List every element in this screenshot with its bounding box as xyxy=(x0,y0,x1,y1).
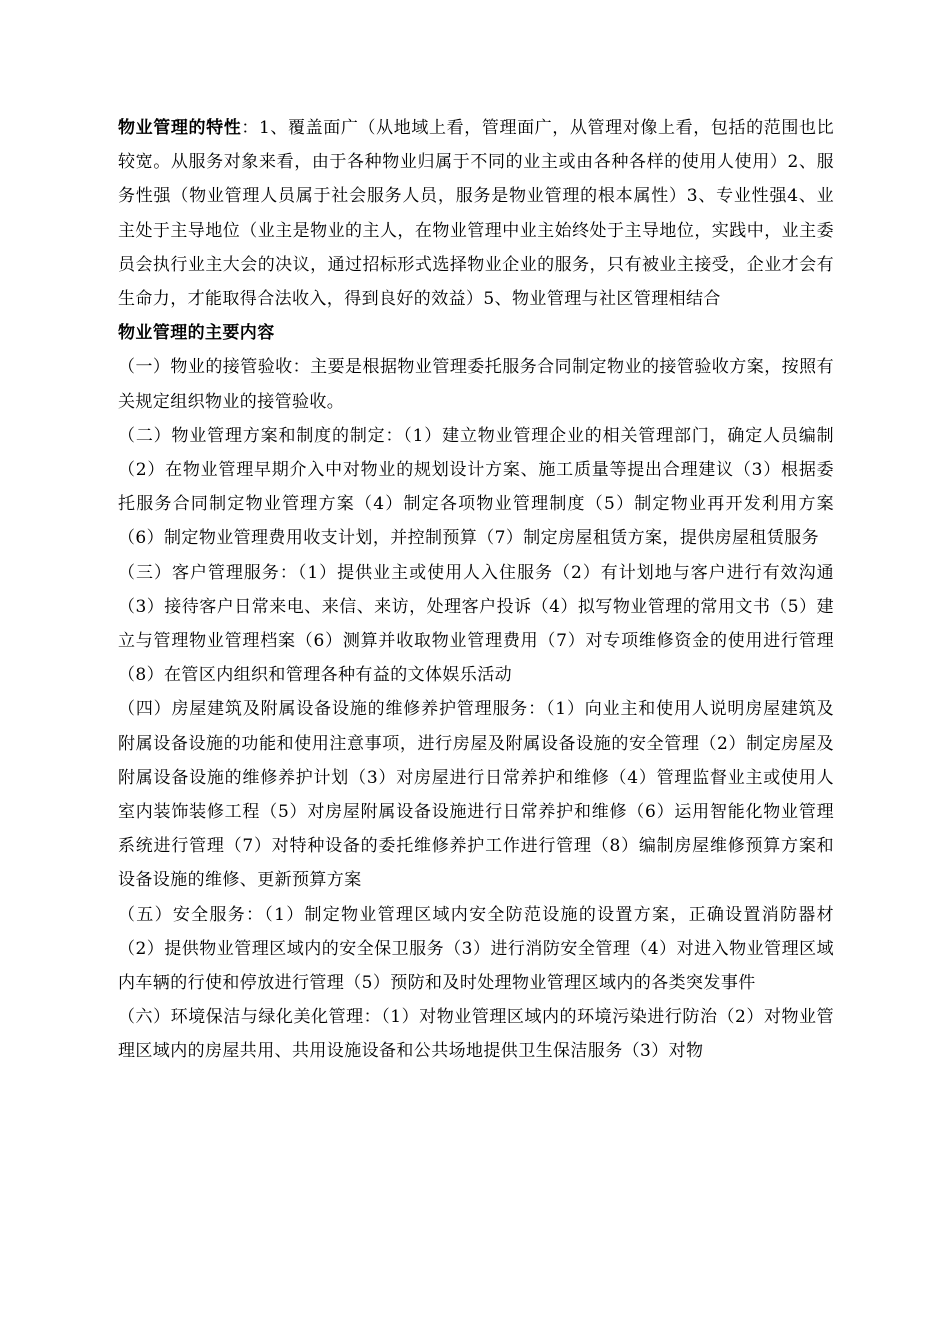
intro-paragraph xyxy=(118,111,834,316)
content-item-3: （三）客户管理服务：（1）提供业主或使用人入住服务（2）有计划地与客户进行有效沟通（3）接待客户日常来电、来信、来访，处理客户投诉（4）拟写物业管理的常用文书（5）建立与管理物业管理档案（6）测算并收取物业管理费用（7）对专项维修资金的使用进行管理（8）在管区内组织和管理各种有益的文体娱乐活动 xyxy=(118,562,834,686)
document-body xyxy=(118,111,834,1069)
section-heading: 物业管理的主要内容 xyxy=(118,323,275,344)
intro-label: 物业管理的特性 xyxy=(118,118,242,138)
content-item-4: （四）房屋建筑及附属设备设施的维修养护管理服务：（1）向业主和使用人说明房屋建筑及附属设备设施的功能和使用注意事项，进行房屋及附属设备设施的安全管理（2）制定房屋及附属设备设施的维修养护计划（3）对房屋进行日常养护和维修（4）管理监督业主或使用人室内装饰装修工程（5）对房屋附属设备设施进行日常养护和维修（6）运用智能化物业管理系统进行管理（7）对特种设备的委托维修养护工作进行管理（8）编制房屋维修预算方案和设备设施的维修、更新预算方案 xyxy=(118,699,834,891)
content-item-5: （五）安全服务：（1）制定物业管理区域内安全防范设施的设置方案，正确设置消防器材（2）提供物业管理区域内的安全保卫服务（3）进行消防安全管理（4）对进入物业管理区域内车辆的行使和停放进行管理（5）预防和及时处理物业管理区域内的各类突发事件 xyxy=(118,904,834,994)
content-item-1: （一）物业的接管验收：主要是根据物业管理委托服务合同制定物业的接管验收方案，按照有关规定组织物业的接管验收。 xyxy=(118,357,834,412)
content-item-2: （二）物业管理方案和制度的制定：（1）建立物业管理企业的相关管理部门，确定人员编制（2）在物业管理早期介入中对物业的规划设计方案、施工质量等提出合理建议（3）根据委托服务合同制定物业管理方案（4）制定各项物业管理制度（5）制定物业再开发利用方案（6）制定物业管理费用收支计划，并控制预算（7）制定房屋租赁方案，提供房屋租赁服务 xyxy=(118,425,834,549)
content-item-6: （六）环境保洁与绿化美化管理：（1）对物业管理区域内的环境污染进行防治（2）对物业管理区域内的房屋共用、共用设施设备和公共场地提供卫生保洁服务（3）对物 xyxy=(118,1007,834,1062)
intro-text: ：1、覆盖面广（从地域上看，管理面广，从管理对像上看，包括的范围也比较宽。从服务对象来看，由于各种物业归属于不同的业主或由各种各样的使用人使用）2、服务性强（物业管理人员属于社会服务人员，服务是物业管理的根本属性）3、专业性强4、业主处于主导地位（业主是物业的主人，在物业管理中业主始终处于主导地位，实践中，业主委员会执行业主大会的决议，通过招标形式选择物业企业的服务，只有被业主接受，企业才会有生命力，才能取得合法收入，得到良好的效益）5、物业管理与社区管理相结合 xyxy=(118,118,834,310)
